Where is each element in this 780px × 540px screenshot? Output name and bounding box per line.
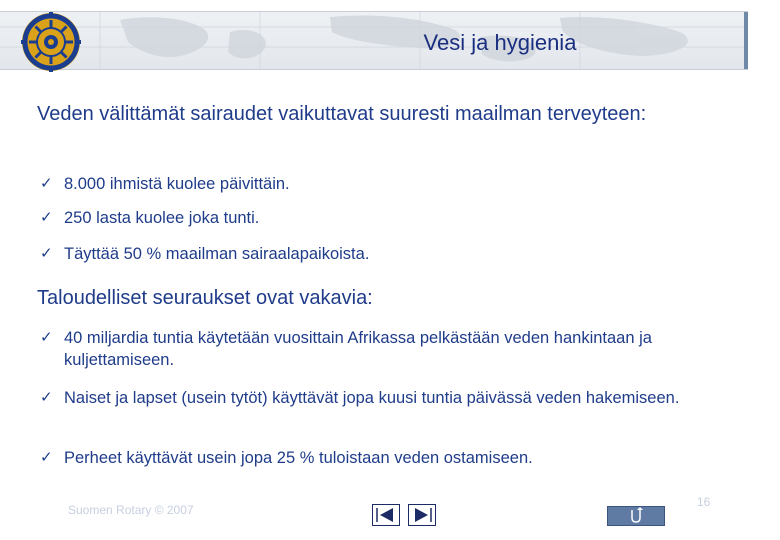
bullet-text: Naiset ja lapset (usein tytöt) käyttävät jopa kuusi tuntia päivässä veden hakemiseen. [64,389,680,407]
slide-title: Vesi ja hygienia [423,30,577,55]
checkmark-icon: ✓ [40,329,53,346]
checkmark-icon: ✓ [40,175,53,192]
list-item [40,327,760,371]
bullet-text: 8.000 ihmistä kuolee päivittäin. [64,175,290,193]
return-button[interactable] [607,506,665,526]
checkmark-icon: ✓ [40,245,53,262]
list-item [40,447,760,469]
footer-copyright: Suomen Rotary © 2007 [68,503,194,517]
checkmark-icon: ✓ [40,449,53,466]
bullet-text: Täyttää 50 % maailman sairaalapaikoista. [64,245,370,263]
list-item [40,243,760,265]
triangle-left-icon [373,505,399,525]
bullet-text: Perheet käyttävät usein jopa 25 % tuloistaan veden ostamiseen. [64,449,533,467]
rotary-logo-icon [20,11,82,73]
bullet-text: 250 lasta kuolee joka tunti. [64,209,260,227]
next-slide-button[interactable] [408,504,436,526]
previous-slide-button[interactable] [372,504,400,526]
list-item [40,207,760,229]
list-item [40,387,760,409]
checkmark-icon: ✓ [40,389,53,406]
bullet-text: 40 miljardia tuntia käytetään vuosittain Afrikassa pelkästään veden hankintaan ja kuljettamiseen. [64,329,652,369]
checkmark-icon: ✓ [40,209,53,226]
triangle-right-icon [409,505,435,525]
page-number: 16 [697,495,711,509]
section1-heading: Veden välittämät sairaudet vaikuttavat suuresti maailman terveyteen: [37,103,647,125]
list-item [40,173,760,195]
return-arrow-icon [608,507,664,525]
section2-heading: Taloudelliset seuraukset ovat vakavia: [37,287,373,309]
